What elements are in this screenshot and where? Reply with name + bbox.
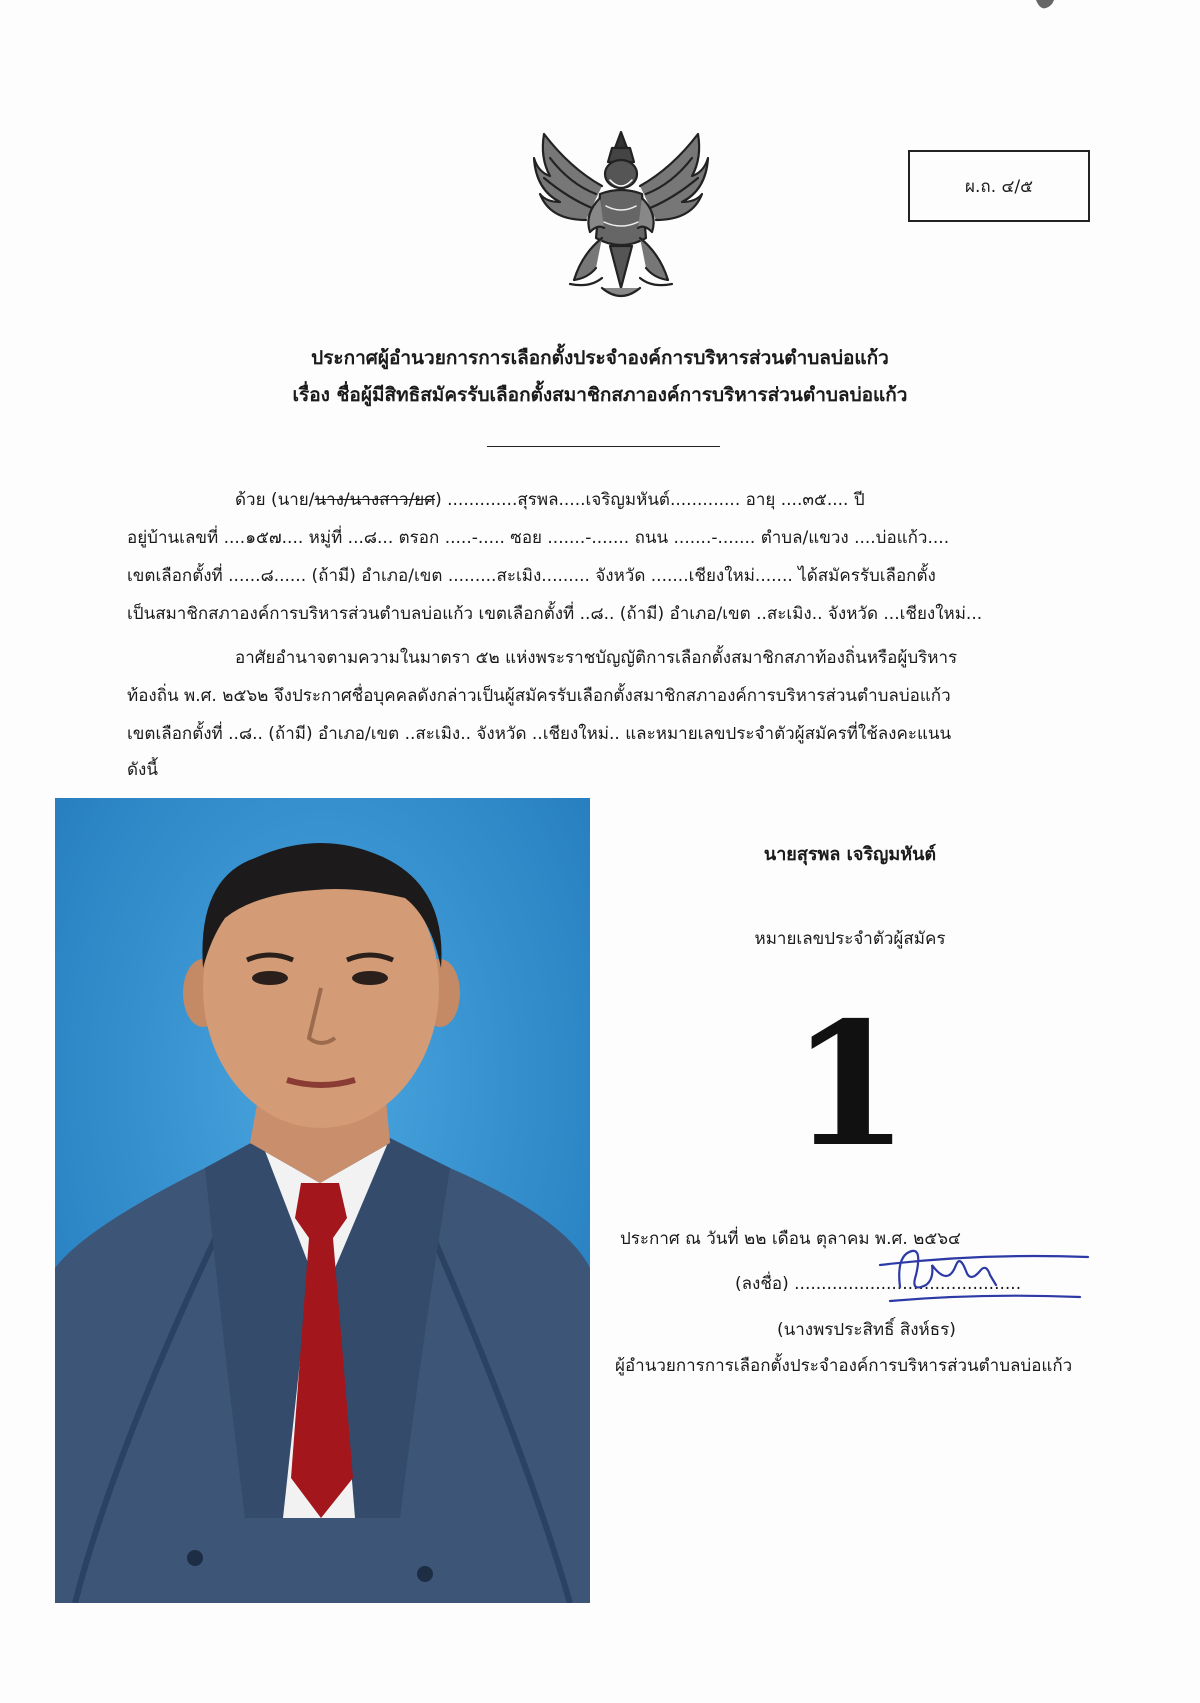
body-line-8: ดังนี้: [127, 760, 158, 780]
candidate-number-label: หมายเลขประจำตัวผู้สมัคร: [754, 929, 946, 949]
name-age-text: ) .............สุรพล.....เจริญมหันต์............. อายุ ....๓๕.... ปี: [435, 490, 865, 510]
signature-line: (ลงชื่อ) ..........................................: [735, 1274, 1022, 1294]
candidate-photo: [55, 798, 590, 1603]
body-line-7: เขตเลือกตั้งที่ ..๘.. (ถ้ามี) อำเภอ/เขต ..สะเมิง.. จังหวัด ..เชียงใหม่.. และหมายเลขประจำตัวผู้สมัครที่ใช้ลงคะแนน: [127, 724, 952, 744]
form-code: ผ.ถ. ๔/๕: [965, 176, 1033, 197]
body-line-4: เป็นสมาชิกสภาองค์การบริหารส่วนตำบลบ่อแก้ว เขตเลือกตั้งที่ ..๘.. (ถ้ามี) อำเภอ/เขต ..สะเมิง.. จังหวัด ...เชียงใหม่...: [127, 604, 983, 624]
body-line-3: เขตเลือกตั้งที่ ......๘...... (ถ้ามี) อำเภอ/เขต .........สะเมิง......... จังหวัด .......เชียงใหม่....... ได้สมัครรับเลือกตั้ง: [127, 566, 936, 586]
body-line-6: ท้องถิ่น พ.ศ. ๒๕๖๒ จึงประกาศชื่อบุคคลดังกล่าวเป็นผู้สมัครรับเลือกตั้งสมาชิกสภาองค์การบริหารส่วนตำบลบ่อแก้ว: [127, 686, 951, 706]
body-line-1: [235, 486, 1085, 513]
signer-position: ผู้อำนวยการการเลือกตั้งประจำองค์การบริหารส่วนตำบลบ่อแก้ว: [615, 1356, 1073, 1376]
signer-name: (นางพรประสิทธิ์ สิงห์ธร): [777, 1320, 956, 1340]
salutation-prefix: ด้วย (นาย/: [235, 490, 315, 510]
announcement-date: ประกาศ ณ วันที่ ๒๒ เดือน ตุลาคม พ.ศ. ๒๕๖๔: [620, 1229, 961, 1249]
handwritten-signature: [860, 1235, 1090, 1305]
title-divider: [487, 446, 720, 447]
body-line-5: อาศัยอำนาจตามความในมาตรา ๕๒ แห่งพระราชบัญญัติการเลือกตั้งสมาชิกสภาท้องถิ่นหรือผู้บริหาร: [235, 648, 958, 668]
struck-title-options: นาง/นางสาว/ยศ: [314, 490, 436, 510]
garuda-emblem: [530, 128, 712, 306]
staple-mark: [1032, 0, 1058, 14]
candidate-number: 1: [790, 985, 910, 1185]
announcement-title: ประกาศผู้อำนวยการการเลือกตั้งประจำองค์การบริหารส่วนตำบลบ่อแก้ว: [311, 347, 889, 369]
candidate-name: นายสุรพล เจริญมหันต์: [763, 844, 937, 865]
form-code-box: [908, 150, 1090, 222]
announcement-subject: เรื่อง ชื่อผู้มีสิทธิสมัครรับเลือกตั้งสมาชิกสภาองค์การบริหารส่วนตำบลบ่อแก้ว: [292, 384, 908, 406]
body-line-2: อยู่บ้านเลขที่ ....๑๕๗.... หมู่ที่ ...๘... ตรอก .....-..... ซอย .......-....... ถนน .......-....... ตำบล/แขวง ....บ่อแก้ว....: [127, 528, 950, 548]
